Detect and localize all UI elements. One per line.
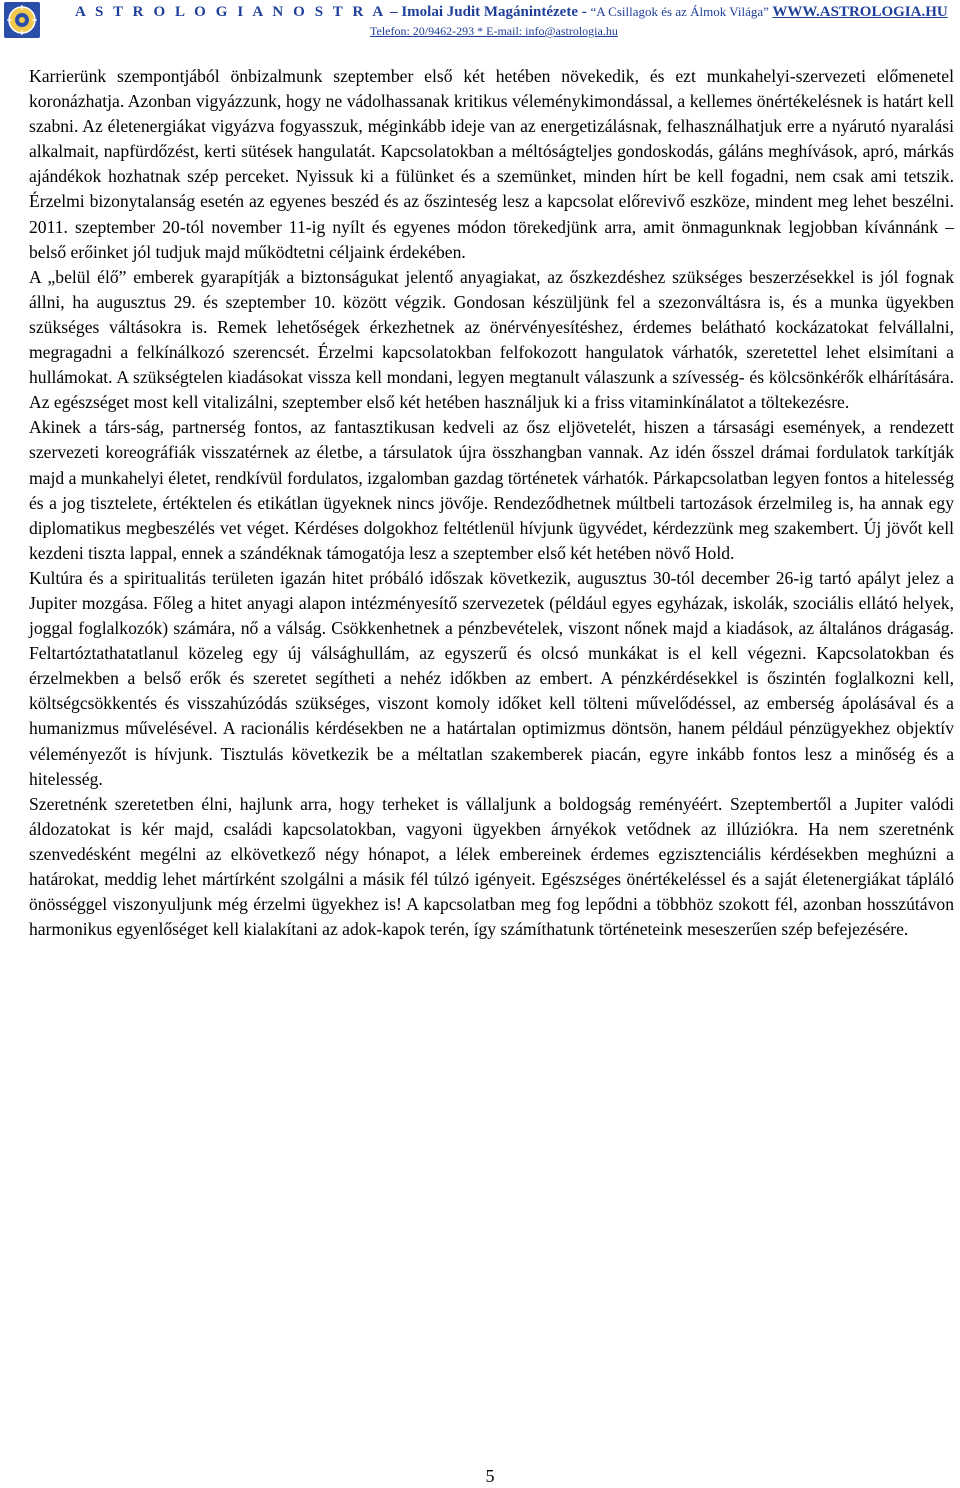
paragraph: Kultúra és a spiritualitás területen igazán hitet próbáló időszak következik, augusztus 30-tól december 26-ig tartó apályt jelez a Jupiter mozgása. Főleg a hitet anyagi alapon intézményesítő szervezetek (például egyes egyházak, iskolák, szociális ellátó helyek, joggal foglalkozók) számára, nő a válság. Csökkenhetnek a pénzbevételek, viszont nőnek majd a kiadások, az általános drágaság. Feltartóztathatatlanul közeleg egy új válsághullám, az egyszerű és olcsó munkákat is el kell végezni. Kapcsolatokban és érzelmekben a belső erők és szeretet segítheti a nehéz időkben az embert. A pénzkérdésekkel is őszintén foglalkozni kell, költségcsökkentés és visszahúzódás szükséges, viszont komoly időket kell tölteni művelődéssel, az emberség ápolásával és a humanizmus művelésével. A racionális kérdésekben ne a határtalan optimizmus döntsön, hanem például pénzügyekhez objektív véleményezőt is hívjunk. Tisztulás következik be a méltatlan szakemberek piacán, egyre inkább fontos lesz a minőség és a hitelesség. [29,567,954,789]
website-link[interactable]: WWW.ASTROLOGIA.HU [772,4,948,20]
page-number: 5 [485,1466,495,1486]
brand-dash: – [390,4,398,20]
article-body [29,64,954,942]
paragraph: A „belül élő” emberek gyarapítják a biztonságukat jelentő anyagiakat, az őszkezdéshez szükséges beszerzésekkel is jól fognak állni, ha augusztus 29. és szeptember 10. között végzik. Gondosan készüljünk fel a szezonváltásra is, és a munka ügyekben szükséges váltásokra is. Remek lehetőségek érkezhetnek az önérvényesítéshez, érdemes belátható kockázatokat felvállalni, megragadni a felkínálkozó szerencsét. Érzelmi kapcsolatokban felfokozott hangulatok várhatók, szeretettel lehet elsimítani a hullámokat. A szükségtelen kiadásokat vissza kell mondani, legyen megtanult válaszunk a szívesség- és kölcsönkérők elhárítására. Az egészséget most kell vitalizálni, szeptember első két hetében használjuk ki a friss vitaminkínálatot a töltekezésre. [29,266,954,413]
tagline: “A Csillagok és az Álmok Világa” [590,4,769,19]
paragraph: Szeretnénk szeretetben élni, hajlunk arra, hogy terheket is vállaljunk a boldogság reményéért. Szeptembertől a Jupiter valódi áldozatokat is kér majd, családi kapcsolatokban, vagyoni ügyekben árnyékok vetődnek az illúziókra. Ha nem szeretnénk szenvedésként megélni az elkövetkező négy hónapot, a lélek embereinek érdemes egzisztenciális kérdésekben meghúzni a határokat, meddig lehet mártírként szolgálni a másik fél túlzó igényeit. Egészséges önértékeléssel és a saját életenergiákat tápláló önösséggel viszonyuljunk még érzelmi ügyekhez is! A kapcsolatban meg fog lepődni a többhöz szokott fél, azonban hosszútávon harmonikus egyenlőséget kell kialakítani az adok-kapok terén, így számíthatunk történeteink meseszerűen szép befejezésére. [29,793,954,940]
header-title-line [75,4,948,21]
institution-name: Imolai Judit Magánintézete - [401,4,587,20]
astrology-zodiac-logo-icon [4,2,40,38]
paragraph: Akinek a társ-ság, partnerség fontos, az fantasztikusan kedveli az ősz eljövetelét, hiszen a társasági események, a rendezett szervezeti koreográfiák visszatérnek az életbe, a társulatok újra összhangban vannak. Az idén ősszel drámai fordulatok tarkítják majd a munkahelyi életet, rendkívül fordulatos, izgalomban gazdag történetek várhatók. Párkapcsolatban legyen fontos a hitelesség és a jog tisztelete, értéktelen és etikátlan ügyeknek nincs jövője. Rendeződhetnek múltbeli tartozások érzelmileg is, ha annak egy diplomatikus megbeszélés vet véget. Kérdéses dolgokhoz feltétlenül hívjunk ügyvédet, kérdezzünk meg szakembert. Új jövőt kell kezdeni tiszta lappal, ennek a szándéknak támogatója lesz a szeptember első két hetében növő Hold. [29,417,954,563]
page-header [0,0,960,40]
brand-name: A S T R O L O G I A N O S T R A [75,4,387,20]
paragraph: Karrierünk szempontjából önbizalmunk szeptember első két hetében növekedik, és ezt munkahelyi-szervezeti előmenetel koronázhatja. Azonban vigyázzunk, hogy ne vádolhassanak kritikus véleménykimondással, a kellemes önértékelésnek is határt kell szabni. Az életenergiákat vigyázva fogyasszuk, méginkább ideje van az energetizálásnak, felhasználhatjuk erre a nyárutó nyaralási alkalmait, napfürdőzést, kerti sütések hangulatát. Kapcsolatokban a méltóságteljes gondoskodás, gáláns meghívások, apró, márkás ajándékok hozhatnak szép perceket. Nyissuk ki a fülünket és a szemünket, minden hírt be kell fogadni, nem csak ami tetszik. Érzelmi bizonytalanság esetén az egyenes beszéd és az őszinteség lesz a kapcsolat előrevivő eszköze, mindent meg lehet beszélni. 2011. szeptember 20-tól november 11-ig nyílt és egyenes módon törekedjünk arra, amit önmagunknak legjobban kívánnánk – belső erőinket jól tudjuk majd működtetni céljaink érdekében. [29,66,954,262]
contact-line[interactable]: Telefon: 20/9462-293 * E-mail: info@astrologia.hu [370,24,618,38]
